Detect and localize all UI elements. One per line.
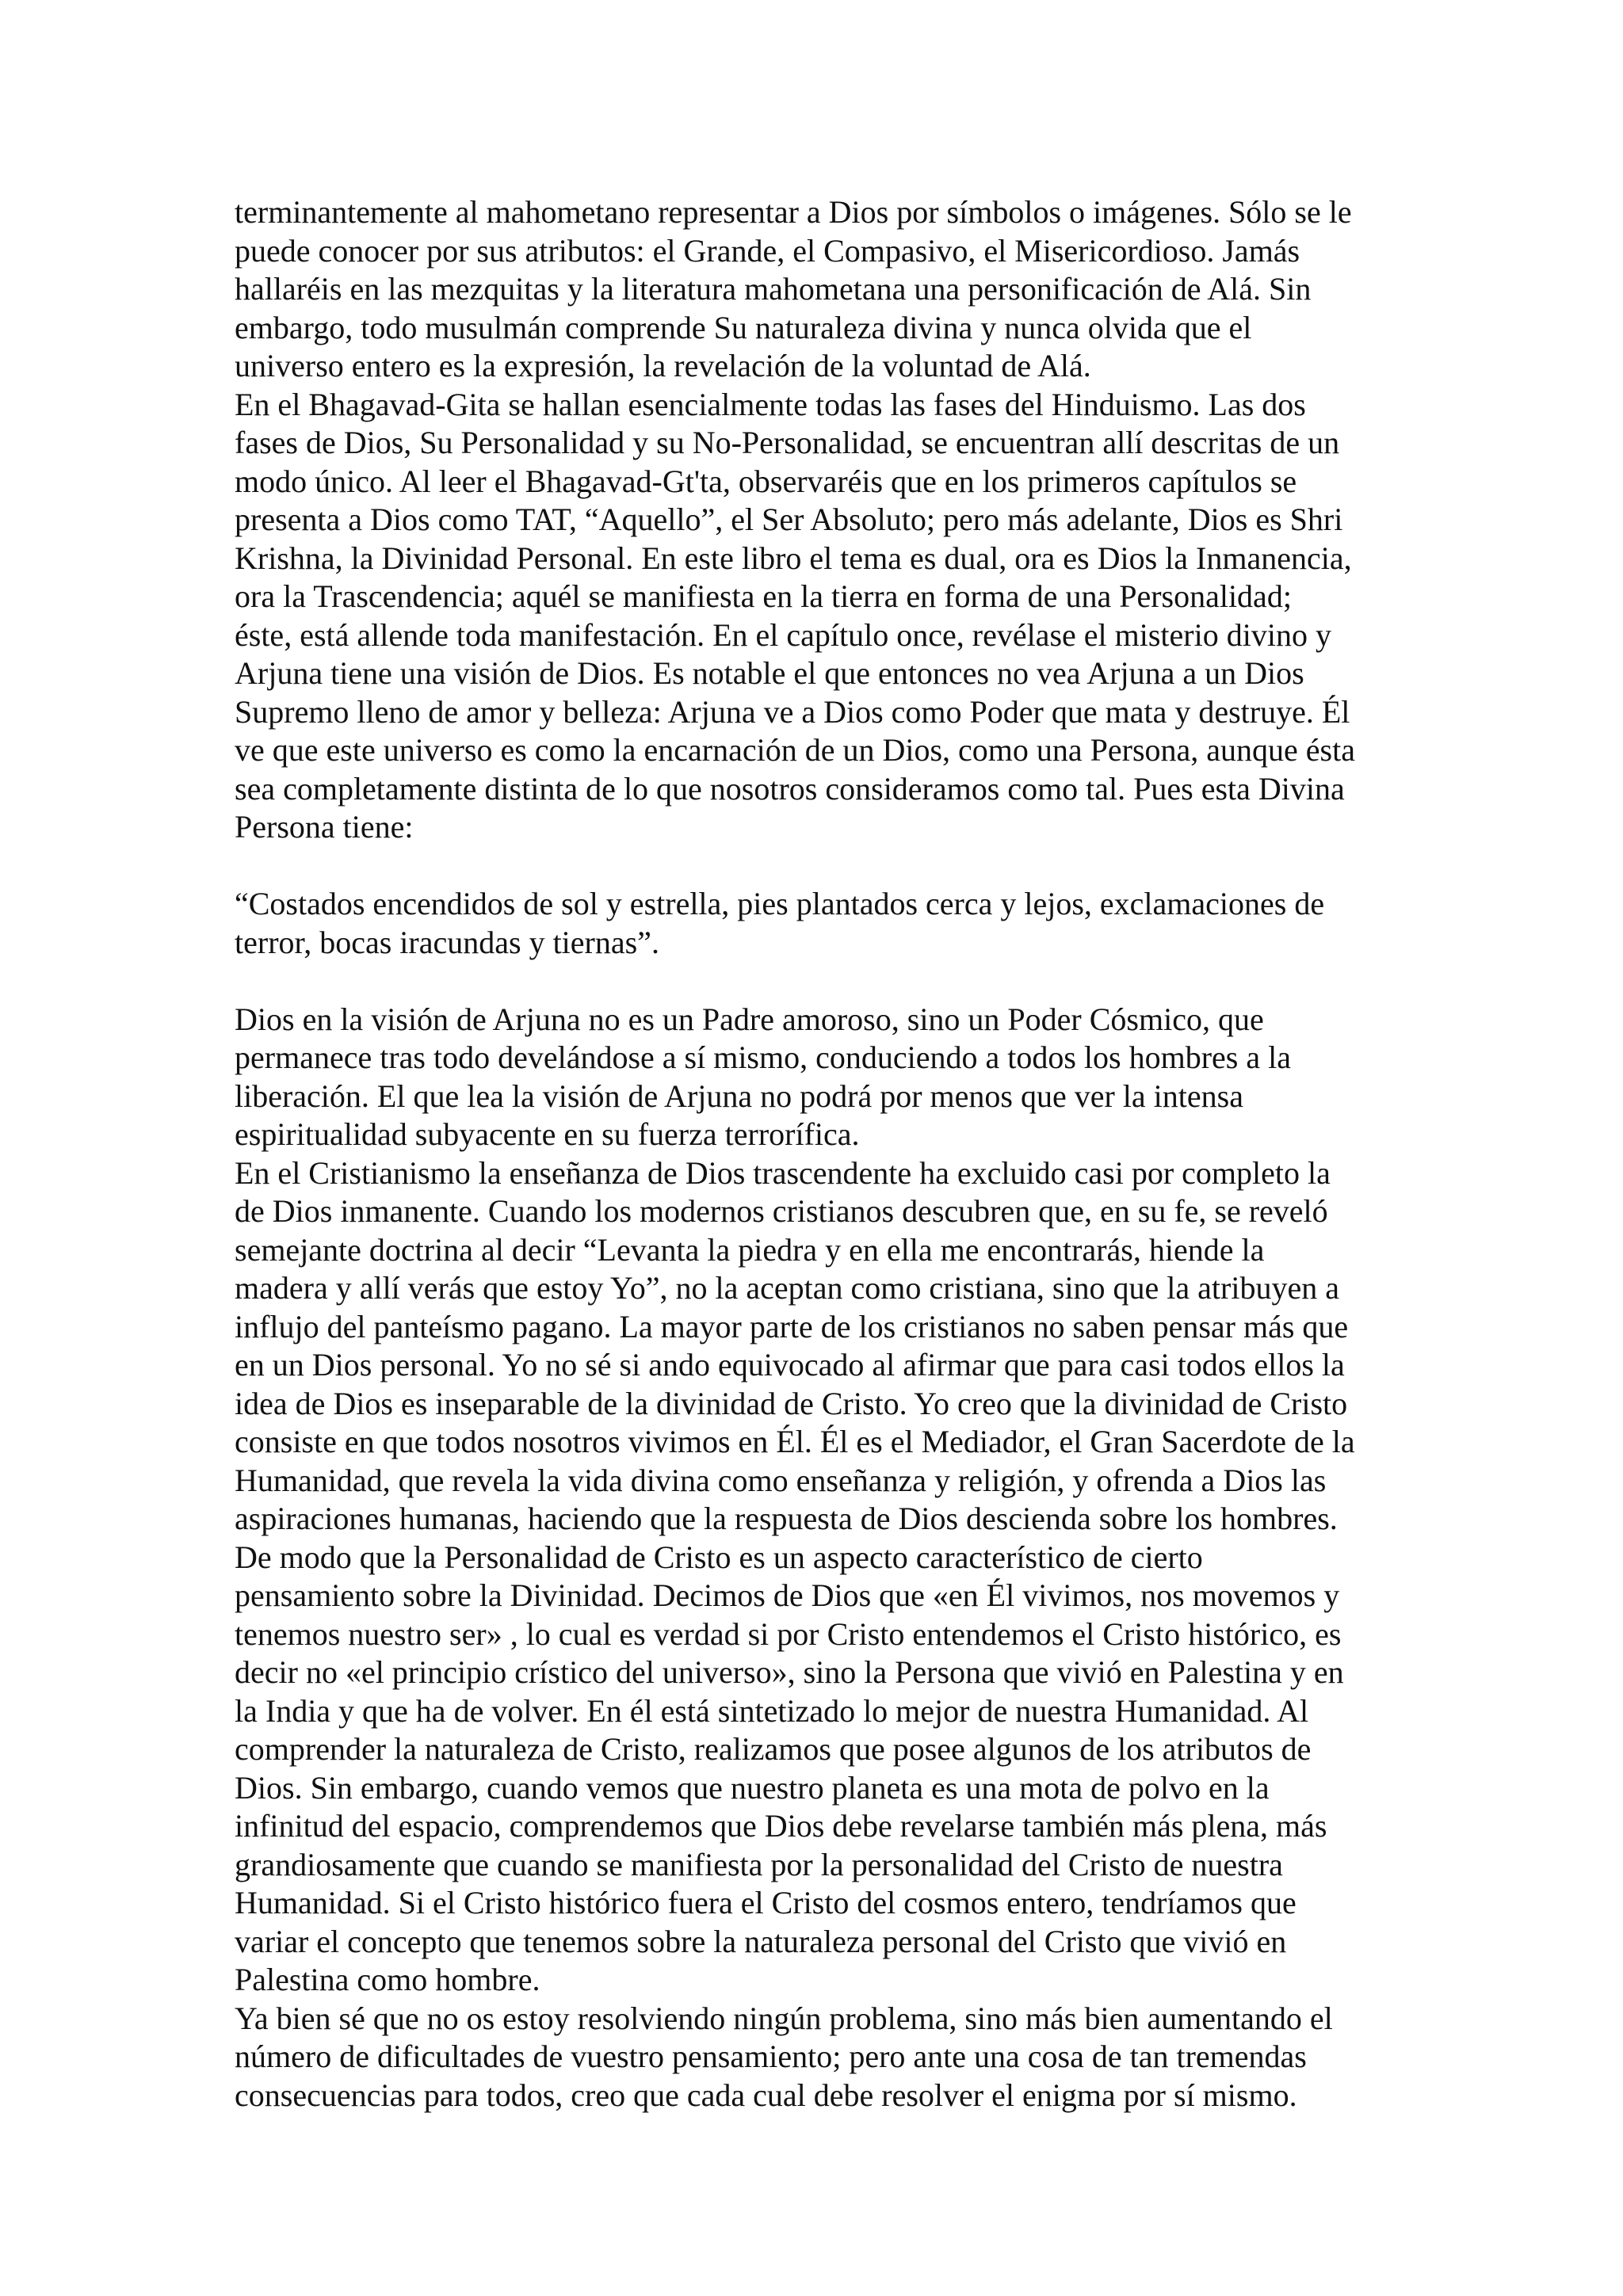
text-line: Arjuna tiene una visión de Dios. Es notable el que entonces no vea Arjuna a un Dios (235, 655, 1304, 691)
text-line: “Costados encendidos de sol y estrella, pies plantados cerca y lejos, exclamaciones de (235, 886, 1325, 921)
text-line: embargo, todo musulmán comprende Su naturaleza divina y nunca olvida que el (235, 309, 1252, 345)
text-line: Supremo lleno de amor y belleza: Arjuna ve a Dios como Poder que mata y destruye. Él (235, 693, 1350, 730)
text-line: Dios. Sin embargo, cuando vemos que nuestro planeta es una mota de polvo en la (235, 1769, 1270, 1806)
paragraph (235, 1001, 1423, 1154)
paragraph-spacer (235, 962, 1423, 1001)
paragraph (235, 1154, 1423, 2000)
text-line: en un Dios personal. Yo no sé si ando equivocado al afirmar que para casi todos ellos la (235, 1347, 1345, 1383)
paragraph (235, 386, 1423, 847)
text-line: grandiosamente que cuando se manifiesta por la personalidad del Cristo de nuestra (235, 1846, 1283, 1882)
text-line: influjo del panteísmo pagano. La mayor parte de los cristianos no saben pensar más que (235, 1308, 1349, 1344)
text-line: presenta a Dios como TAT, “Aquello”, el Ser Absoluto; pero más adelante, Dios es Shri (235, 502, 1343, 537)
text-line: ora la Trascendencia; aquél se manifiesta en la tierra en forma de una Personalidad; (235, 578, 1292, 614)
text-line: Krishna, la Divinidad Personal. En este libro el tema es dual, ora es Dios la Inmanencia, (235, 540, 1352, 576)
text-line: éste, está allende toda manifestación. En el capítulo once, revélase el misterio divino y (235, 616, 1331, 653)
text-line: Humanidad, que revela la vida divina como enseñanza y religión, y ofrenda a Dios las (235, 1462, 1327, 1498)
text-line: idea de Dios es inseparable de la divinidad de Cristo. Yo creo que la divinidad de Cristo (235, 1385, 1348, 1421)
text-line: comprender la naturaleza de Cristo, realizamos que posee algunos de los atributos de (235, 1731, 1312, 1767)
text-line: tenemos nuestro ser» , lo cual es verdad si por Cristo entendemos el Cristo histórico, es (235, 1615, 1342, 1652)
text-line: puede conocer por sus atributos: el Grande, el Compasivo, el Misericordioso. Jamás (235, 232, 1300, 269)
text-line: consecuencias para todos, creo que cada cual debe resolver el enigma por sí mismo. (235, 2077, 1297, 2113)
text-line: de Dios inmanente. Cuando los modernos cristianos descubren que, en su fe, se reveló (235, 1193, 1328, 1229)
text-line: semejante doctrina al decir “Levanta la piedra y en ella me encontrarás, hiende la (235, 1231, 1265, 1268)
text-line: Palestina como hombre. (235, 1962, 540, 1997)
text-line: número de dificultades de vuestro pensamiento; pero ante una cosa de tan tremendas (235, 2039, 1307, 2074)
text-line: terminantemente al mahometano representar a Dios por símbolos o imágenes. Sólo se le (235, 194, 1352, 230)
text-line: En el Bhagavad-Gita se hallan esencialmente todas las fases del Hinduismo. Las dos (235, 386, 1306, 422)
text-line: espiritualidad subyacente en su fuerza terrorífica. (235, 1116, 860, 1152)
text-line: ve que este universo es como la encarnación de un Dios, como una Persona, aunque ésta (235, 732, 1355, 768)
text-line: Persona tiene: (235, 809, 414, 845)
paragraph (235, 193, 1423, 386)
paragraph (235, 2000, 1423, 2115)
text-line: hallaréis en las mezquitas y la literatura mahometana una personificación de Alá. Sin (235, 271, 1312, 307)
text-line: infinitud del espacio, comprendemos que Dios debe revelarse también más plena, más (235, 1808, 1327, 1844)
text-line: terror, bocas iracundas y tiernas”. (235, 924, 659, 960)
text-line: modo único. Al leer el Bhagavad-Gt'ta, observaréis que en los primeros capítulos se (235, 463, 1297, 499)
text-line: Ya bien sé que no os estoy resolviendo ningún problema, sino más bien aumentando el (235, 2000, 1333, 2036)
document-body (235, 193, 1423, 2115)
text-line: fases de Dios, Su Personalidad y su No-Personalidad, se encuentran allí descritas de un (235, 425, 1340, 460)
text-line: consiste en que todos nosotros vivimos en Él. Él es el Mediador, el Gran Sacerdote de la (235, 1424, 1355, 1459)
text-line: variar el concepto que tenemos sobre la naturaleza personal del Cristo que vivió en (235, 1923, 1287, 1959)
text-line: decir no «el principio crístico del universo», sino la Persona que vivió en Palestina y en (235, 1654, 1344, 1690)
text-line: pensamiento sobre la Divinidad. Decimos de Dios que «en Él vivimos, nos movemos y (235, 1577, 1340, 1613)
text-line: De modo que la Personalidad de Cristo es un aspecto característico de cierto (235, 1539, 1203, 1575)
paragraph-spacer (235, 847, 1423, 886)
text-line: permanece tras todo develándose a sí mismo, conduciendo a todos los hombres a la (235, 1039, 1291, 1075)
text-line: En el Cristianismo la enseñanza de Dios trascendente ha excluido casi por completo la (235, 1154, 1331, 1191)
text-line: Humanidad. Si el Cristo histórico fuera el Cristo del cosmos entero, tendríamos que (235, 1885, 1296, 1920)
text-line: madera y allí verás que estoy Yo”, no la aceptan como cristiana, sino que la atribuyen a (235, 1270, 1339, 1306)
text-line: sea completamente distinta de lo que nosotros consideramos como tal. Pues esta Divina (235, 770, 1345, 807)
paragraph (235, 885, 1423, 962)
text-line: aspiraciones humanas, haciendo que la respuesta de Dios descienda sobre los hombres. (235, 1501, 1338, 1536)
text-line: la India y que ha de volver. En él está sintetizado lo mejor de nuestra Humanidad. Al (235, 1692, 1309, 1729)
text-line: liberación. El que lea la visión de Arjuna no podrá por menos que ver la intensa (235, 1077, 1243, 1114)
text-line: universo entero es la expresión, la revelación de la voluntad de Alá. (235, 348, 1091, 383)
text-line: Dios en la visión de Arjuna no es un Padre amoroso, sino un Poder Cósmico, que (235, 1001, 1264, 1037)
